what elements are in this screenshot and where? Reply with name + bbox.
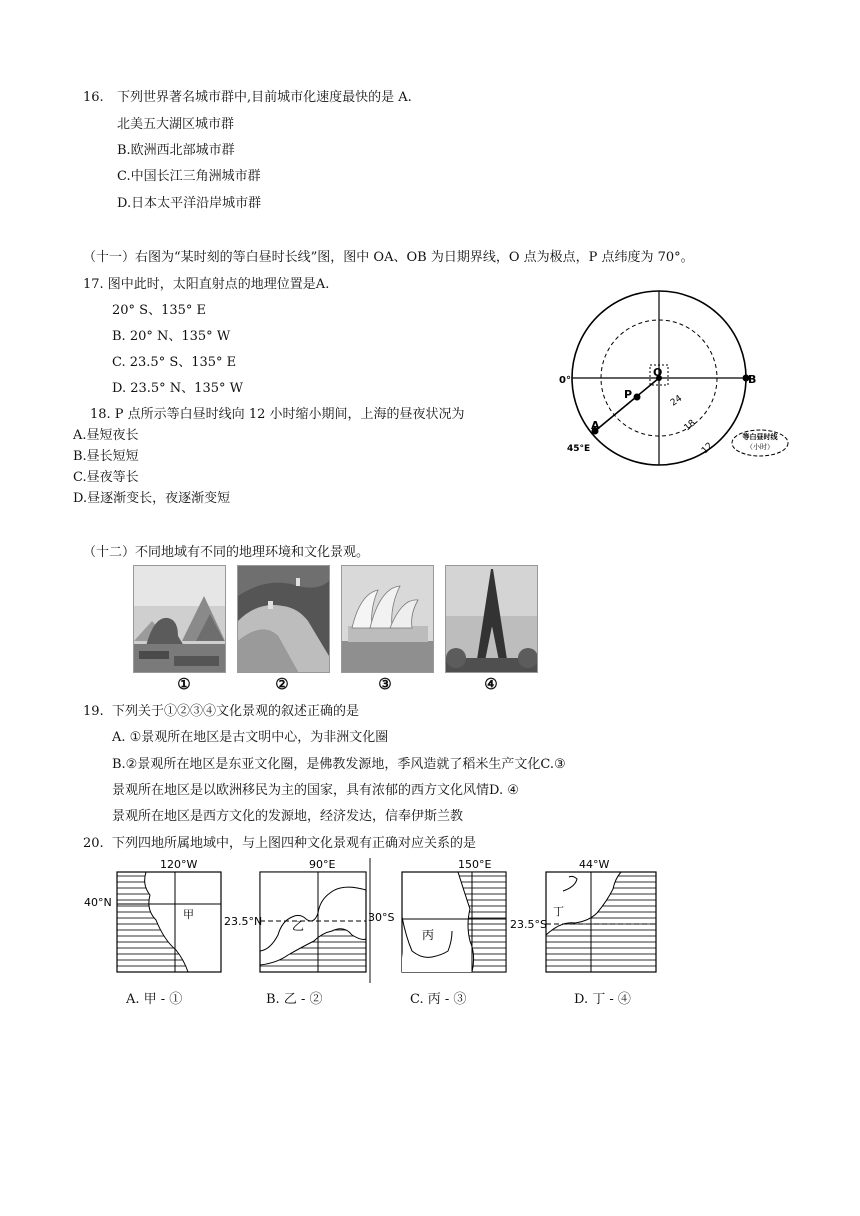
map-ding-side-label: 23.5°S — [510, 918, 547, 931]
q20-option-b: B. 乙 - ② — [266, 992, 323, 1007]
map-jia-top-label: 120°W — [160, 858, 198, 871]
q18-stem: 18. P 点所示等白昼时线向 12 小时缩小期间，上海的昼夜状况为 — [90, 407, 465, 422]
map-yi-top-label: 90°E — [309, 858, 336, 871]
q16-option-c: C.中国长江三角洲城市群 — [117, 169, 261, 184]
q19-stem: 下列关于①②③④文化景观的叙述正确的是 — [112, 704, 360, 719]
q18-option-c: C.昼夜等长 — [73, 470, 139, 485]
q17-option-d: D. 23.5° N、135° W — [112, 381, 243, 396]
q16-stem: 下列世界著名城市群中,目前城市化速度最快的是 A. — [117, 90, 412, 105]
q20-option-c: C. 丙 - ③ — [410, 992, 467, 1007]
map-ding-top-label: 44°W — [579, 858, 610, 871]
q19-number: 19. — [83, 704, 104, 719]
q16-option-a: 北美五大湖区城市群 — [117, 117, 235, 132]
q20-option-a: A. 甲 - ① — [126, 992, 183, 1007]
q16-option-d: D.日本太平洋沿岸城市群 — [117, 196, 262, 211]
map-ding-name: 丁 — [553, 905, 564, 918]
section12-intro: （十二）不同地域有不同的地理环境和文化景观。 — [83, 545, 370, 560]
q17-stem: 17. 图中此时，太阳直射点的地理位置是A. — [83, 277, 330, 292]
photo-caption-4: ④ — [484, 675, 498, 693]
q19-line-2: B.②景观所在地区是东亚文化圈，是佛教发源地，季风造就了稻米生产文化C.③ — [112, 757, 566, 772]
label-12: 12 — [700, 440, 716, 457]
map-yi-side-label: 23.5°N — [224, 915, 263, 928]
label-0-degree: 0° — [559, 375, 571, 386]
map-ding — [509, 855, 661, 980]
q16-number: 16. — [83, 90, 104, 105]
q18-option-a: A.昼短夜长 — [73, 428, 139, 443]
q19-line-4: 景观所在地区是西方文化的发源地，经济发达，信奉伊斯兰教 — [112, 809, 464, 824]
q17-option-b: B. 20° N、135° W — [112, 329, 231, 344]
photo-eiffel-tower — [445, 565, 538, 673]
legend-label-line2: （小时） — [746, 443, 774, 451]
photo-great-wall — [237, 565, 330, 673]
label-24: 24 — [668, 393, 685, 409]
label-o: O — [653, 366, 663, 379]
section11-intro: （十一）右图为“某时刻的等白昼时长线”图，图中 OA、OB 为日期界线，O 点为极点，P 点纬度为 70°。 — [83, 250, 694, 265]
map-jia — [84, 855, 234, 980]
q20-stem: 下列四地所属地域中，与上图四种文化景观有正确对应关系的是 — [112, 836, 477, 851]
polar-daylength-diagram — [555, 285, 805, 470]
great-wall-image — [238, 566, 329, 672]
q18-option-b: B.昼长短短 — [73, 449, 139, 464]
label-p: P — [624, 388, 633, 401]
photo-caption-3: ③ — [378, 675, 392, 693]
q17-option-a: 20° S、135° E — [112, 303, 207, 318]
opera-house-image — [342, 566, 433, 672]
map-bing-top-label: 150°E — [458, 858, 492, 871]
map-jia-name: 甲 — [183, 908, 194, 921]
map-bing-side-label: 30°S — [368, 911, 395, 924]
q17-option-c: C. 23.5° S、135° E — [112, 355, 237, 370]
photo-caption-1: ① — [177, 675, 191, 693]
label-b: B — [748, 373, 757, 386]
photo-pyramids-sphinx — [133, 565, 226, 673]
map-bing-name: 丙 — [422, 928, 435, 942]
q20-number: 20. — [83, 836, 104, 851]
map-jia-side-label: 40°N — [84, 896, 112, 909]
map-bing — [366, 855, 516, 980]
q16-option-b: B.欧洲西北部城市群 — [117, 143, 235, 158]
label-a: A — [591, 419, 600, 432]
photo-sydney-opera-house — [341, 565, 434, 673]
photo-caption-2: ② — [275, 675, 289, 693]
q18-option-d: D.昼逐渐变长，夜逐渐变短 — [73, 491, 231, 506]
line-oa — [595, 378, 659, 431]
pyramids-image — [134, 566, 225, 672]
eiffel-tower-image — [446, 566, 537, 672]
q19-line-1: A. ①景观所在地区是古文明中心，为非洲文化圈 — [112, 730, 389, 745]
map-yi — [222, 855, 372, 980]
map-yi-name: 乙 — [292, 919, 305, 933]
legend-label-line1: 等白昼时线 — [742, 433, 778, 441]
label-18: 18 — [682, 418, 698, 434]
q20-option-d: D. 丁 - ④ — [574, 992, 631, 1007]
point-p — [634, 394, 641, 401]
q19-line-3: 景观所在地区是以欧洲移民为主的国家，具有浓郁的西方文化风情D. ④ — [112, 783, 519, 798]
label-45e: 45°E — [567, 444, 591, 454]
